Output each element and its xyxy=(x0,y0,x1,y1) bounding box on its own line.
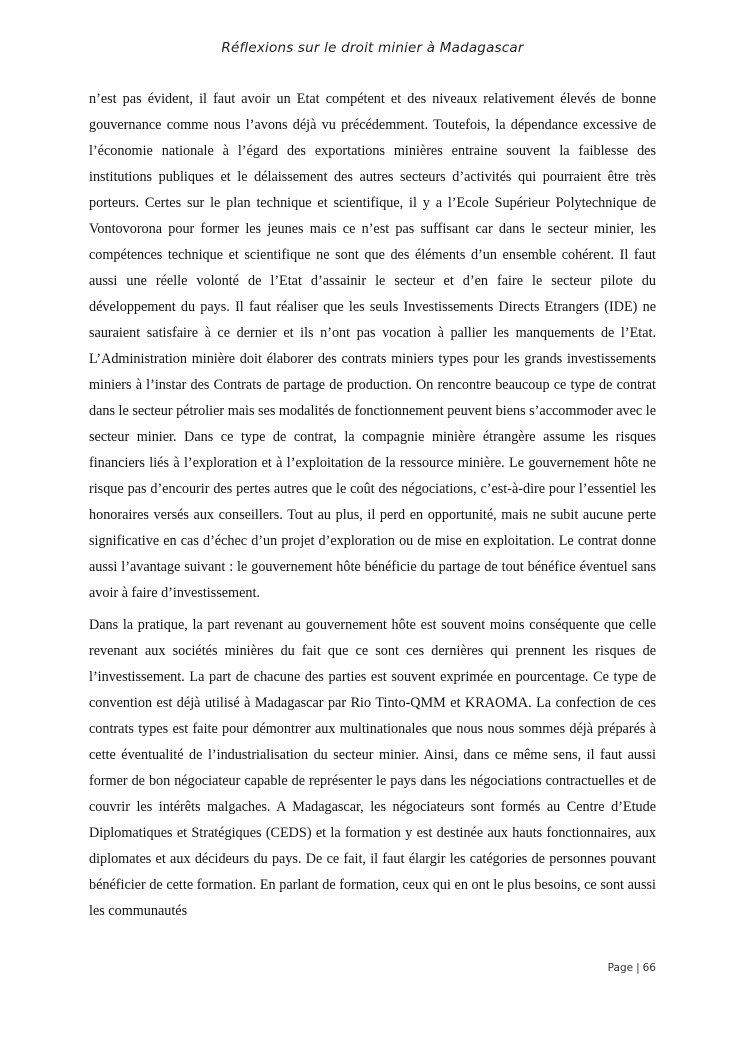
body-text xyxy=(89,86,656,930)
paragraph-1: n’est pas évident, il faut avoir un Etat compétent et des niveaux relativement élevés de bonne gouvernance comme nous l’avons déjà vu précédemment. Toutefois, la dépendance excessive de l’économie nationale à l’égard des exportations minières entraine souvent la faiblesse des institutions publiques et le délaissement des autres secteurs d’activités qui pourraient être très porteurs. Certes sur le plan technique et scientifique, il y a l’Ecole Supérieur Polytechnique de Vontovorona pour former les jeunes mais ce n’est pas suffisant car dans le secteur minier, les compétences technique et scientifique ne sont que des éléments d’un ensemble cohérent. Il faut aussi une réelle volonté de l’Etat d’assainir le secteur et d’en faire le secteur pilote du développement du pays. Il faut réaliser que les seuls Investissements Directs Etrangers (IDE) ne sauraient satisfaire à ce dernier et ils n’ont pas vocation à pallier les manquements de l’Etat. L’Administration minière doit élaborer des contrats miniers types pour les grands investissements miniers à l’instar des Contrats de partage de production. On rencontre beaucoup ce type de contrat dans le secteur pétrolier mais ses modalités de fonctionnement peuvent biens s’accommoder avec le secteur minier. Dans ce type de contrat, la compagnie minière étrangère assume les risques financiers liés à l’exploration et à l’exploitation de la ressource minière. Le gouvernement hôte ne risque pas d’encourir des pertes autres que le coût des négociations, c’est-à-dire pour l’essentiel les honoraires versés aux conseillers. Tout au plus, il perd en opportunité, mais ne subit aucune perte significative en cas d’échec d’un projet d’exploration ou de mise en exploitation. Le contrat donne aussi l’avantage suivant : le gouvernement hôte bénéficie du partage de tout bénéfice éventuel sans avoir à faire d’investissement. xyxy=(89,91,656,601)
page-label: Page xyxy=(607,962,634,974)
page-separator: | xyxy=(636,962,640,974)
paragraph-2: Dans la pratique, la part revenant au gouvernement hôte est souvent moins conséquente que celle revenant aux sociétés minières du fait que ce sont ces dernières qui prennent les risques de l’investissement. La part de chacune des parties est souvent exprimée en pourcentage. Ce type de convention est déjà utilisé à Madagascar par Rio Tinto-QMM et KRAOMA. La confection de ces contrats types est faite pour démontrer aux multinationales que nous nous sommes déjà préparés à cette éventualité de l’industrialisation du secteur minier. Ainsi, dans ce même sens, il faut aussi former de bon négociateur capable de représenter le pays dans les négociations contractuelles et de couvrir les intérêts malgaches. A Madagascar, les négociateurs sont formés au Centre d’Etude Diplomatiques et Stratégiques (CEDS) et la formation y est destinée aux hauts fonctionnaires, aux diplomates et aux décideurs du pays. De ce fait, il faut élargir les catégories de personnes pouvant bénéficier de cette formation. En parlant de formation, ceux qui en ont le plus besoins, ce sont aussi les communautés xyxy=(89,617,656,919)
page-number: 66 xyxy=(642,962,656,974)
page-footer xyxy=(608,962,656,974)
running-header-title: Réflexions sur le droit minier à Madagascar xyxy=(221,40,524,56)
